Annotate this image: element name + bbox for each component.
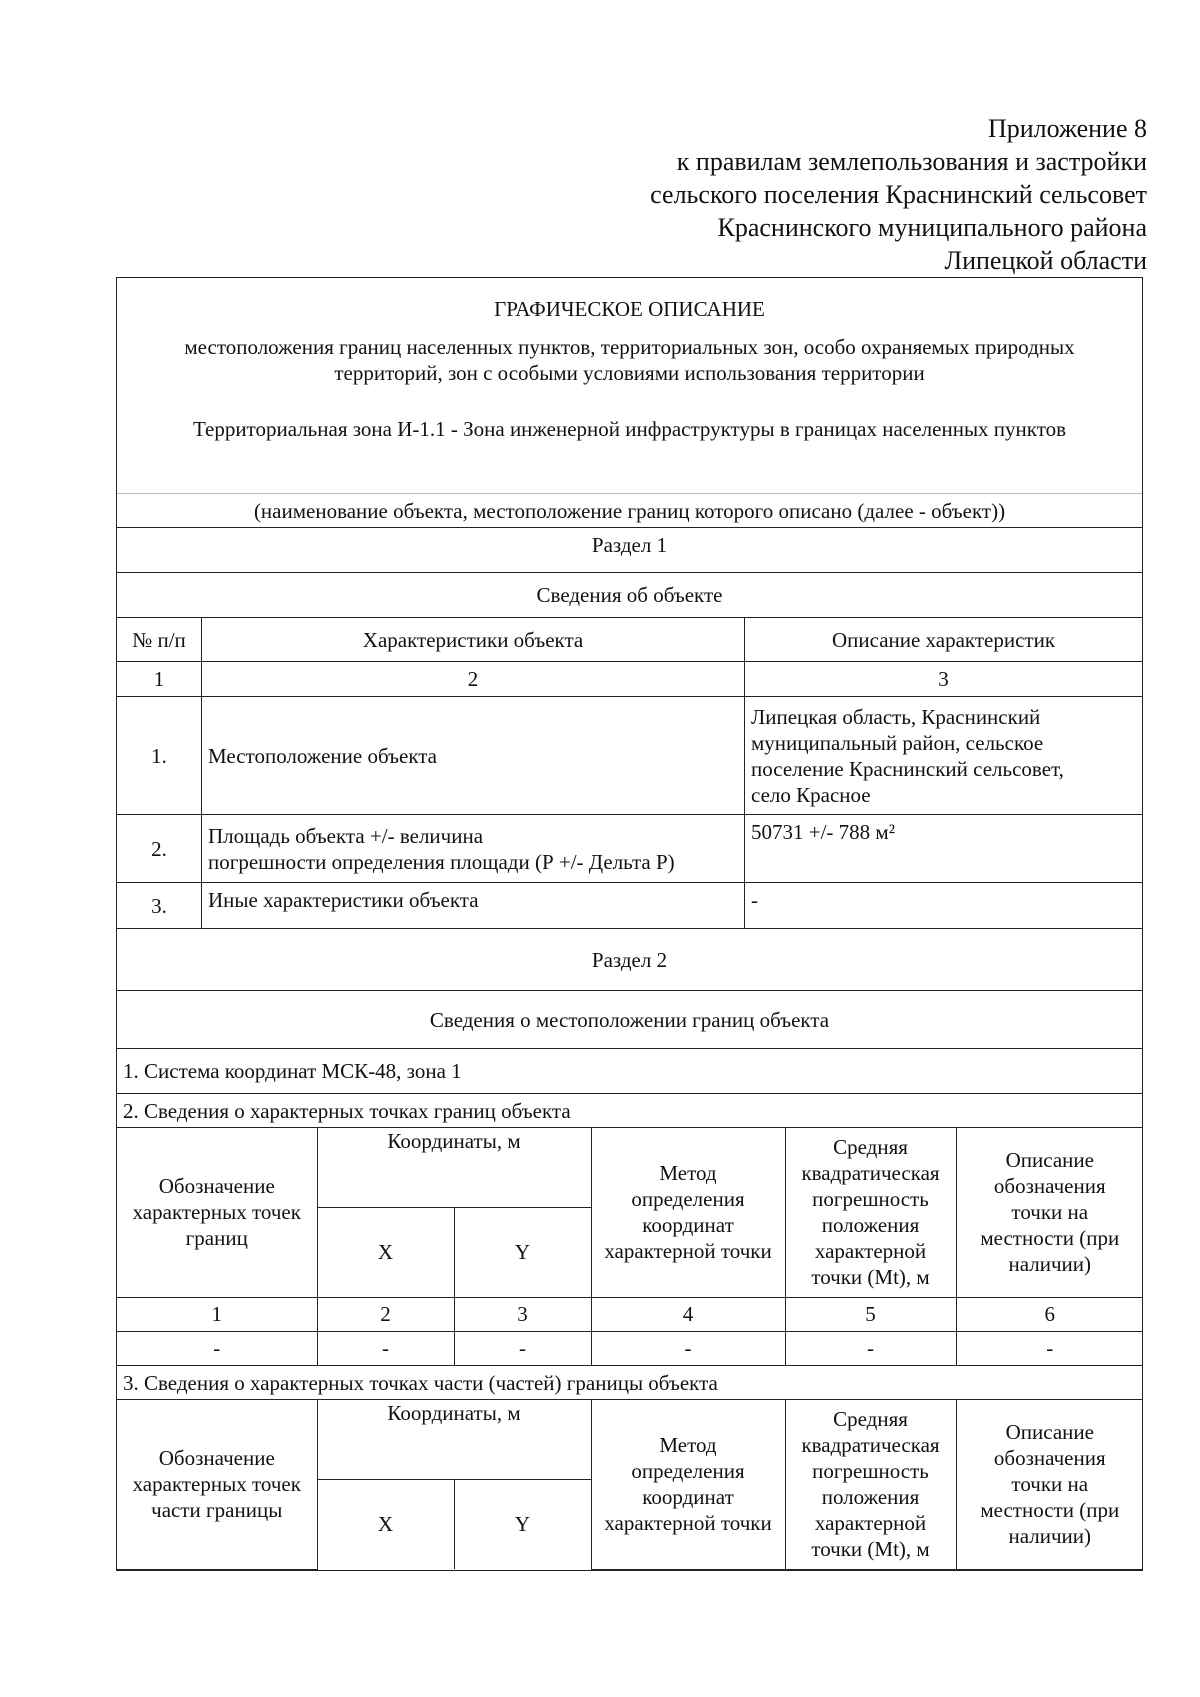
- name-line: погрешности определения площади (Р +/- Дельта Р): [208, 849, 675, 874]
- section1-numbering-row: [117, 662, 1143, 697]
- parts-col-location-desc: [956, 1400, 1143, 1569]
- points-title-row: [117, 1094, 1143, 1128]
- document-description: [123, 334, 1136, 386]
- header-line: погрешность: [812, 1187, 929, 1212]
- col-header-number: № п/п: [117, 618, 202, 662]
- col-number: 2: [202, 662, 745, 697]
- name-line: Площадь объекта +/- величина: [208, 823, 484, 848]
- points-col-error: [785, 1128, 956, 1297]
- header-line: границ: [185, 1226, 248, 1251]
- header-line: к правилам землепользования и застройки: [676, 147, 1147, 176]
- row-name: [202, 815, 745, 883]
- header-line: определения: [631, 1459, 745, 1484]
- header-line: характерной точки: [604, 1511, 772, 1536]
- points-col-coords: Координаты, м: [317, 1128, 591, 1207]
- object-caption: (наименование объекта, местоположение границ которого описано (далее - объект)): [117, 494, 1143, 528]
- document-title: ГРАФИЧЕСКОЕ ОПИСАНИЕ: [494, 297, 765, 321]
- col-number: 6: [956, 1297, 1143, 1331]
- header-line: обозначения: [993, 1446, 1106, 1471]
- points-title: 2. Сведения о характерных точках границ объекта: [117, 1094, 1143, 1128]
- col-header-characteristic: Характеристики объекта: [202, 618, 745, 662]
- title-block: [117, 278, 1143, 494]
- col-number: 5: [785, 1297, 956, 1331]
- header-line: квадратическая: [801, 1433, 940, 1458]
- header-line: точки на: [1011, 1472, 1089, 1497]
- header-line: Средняя: [833, 1135, 908, 1160]
- col-header-description: Описание характеристик: [745, 618, 1143, 662]
- description-line: территорий, зон с особыми условиями использования территории: [334, 361, 925, 385]
- header-line: Средняя: [833, 1407, 908, 1432]
- header-line: характерных точек: [132, 1472, 301, 1497]
- parts-col-error: [785, 1400, 956, 1569]
- points-header-row: [117, 1128, 1143, 1207]
- col-number: 3: [745, 662, 1143, 697]
- parts-col-y: Y: [454, 1479, 591, 1569]
- row-value: 50731 +/- 788 м²: [745, 815, 1143, 883]
- header-line: определения: [631, 1187, 745, 1212]
- value-line: поселение Краснинский сельсовет,: [751, 756, 1064, 781]
- section1-title-row: [117, 528, 1143, 573]
- header-line: Метод: [659, 1433, 717, 1458]
- header-line: наличии): [1008, 1524, 1092, 1549]
- header-line: местности (при: [980, 1498, 1120, 1523]
- value-line: муниципальный район, сельское: [751, 730, 1044, 755]
- col-number: 2: [317, 1297, 454, 1331]
- parts-col-designation: [117, 1400, 317, 1569]
- point-value: -: [591, 1331, 785, 1365]
- row-value: [745, 697, 1143, 815]
- document-header: [447, 112, 1147, 277]
- header-line: Обозначение: [158, 1174, 275, 1199]
- points-col-x: X: [317, 1207, 454, 1297]
- section1-header-row: [117, 618, 1143, 662]
- value-line: Липецкая область, Краснинский: [751, 704, 1041, 729]
- row-number: 2.: [117, 815, 202, 883]
- caption-row: [117, 494, 1143, 528]
- point-value: -: [117, 1331, 317, 1365]
- points-col-method: [591, 1128, 785, 1297]
- points-table-cell: [117, 1128, 1143, 1366]
- parts-table-row: [117, 1400, 1143, 1571]
- row-number: 3.: [117, 883, 202, 929]
- description-line: местоположения границ населенных пунктов, территориальных зон, особо охраняемых природных: [184, 335, 1075, 359]
- point-value: -: [454, 1331, 591, 1365]
- header-line: координат: [642, 1485, 734, 1510]
- header-line: квадратическая: [801, 1161, 940, 1186]
- header-line: характерных точек: [132, 1200, 301, 1225]
- row-value: -: [745, 883, 1143, 929]
- zone-name: Территориальная зона И-1.1 - Зона инженерной инфраструктуры в границах населенных пунктов: [192, 417, 1067, 441]
- table-row: [117, 1331, 1143, 1365]
- point-value: -: [317, 1331, 454, 1365]
- coord-system-row: [117, 1049, 1143, 1094]
- row-name: Местоположение объекта: [202, 697, 745, 815]
- section1-title: Раздел 1: [117, 528, 1143, 573]
- header-line: наличии): [1008, 1252, 1092, 1277]
- header-line: характерной: [814, 1511, 927, 1536]
- main-form-table: [116, 277, 1143, 1571]
- header-line: положения: [821, 1485, 920, 1510]
- header-line: точки (Mt), м: [811, 1537, 930, 1562]
- header-line: Описание: [1005, 1420, 1094, 1445]
- parts-col-x: X: [317, 1479, 454, 1569]
- table-row: [117, 883, 1143, 929]
- section2-subtitle: Сведения о местоположении границ объекта: [117, 991, 1143, 1049]
- header-line: местности (при: [980, 1226, 1120, 1251]
- table-row: [117, 815, 1143, 883]
- col-number: 3: [454, 1297, 591, 1331]
- header-line: части границы: [151, 1498, 283, 1523]
- points-table-row: [117, 1128, 1143, 1366]
- header-line: координат: [642, 1213, 734, 1238]
- parts-col-method: [591, 1400, 785, 1569]
- col-number: 4: [591, 1297, 785, 1331]
- parts-header-row: [117, 1400, 1143, 1479]
- value-line: село Красное: [751, 782, 871, 807]
- parts-table-cell: [117, 1400, 1143, 1571]
- parts-title-row: [117, 1366, 1143, 1400]
- header-line: погрешность: [812, 1459, 929, 1484]
- point-value: -: [956, 1331, 1143, 1365]
- title-block-row: [117, 278, 1143, 494]
- header-line: Описание: [1005, 1148, 1094, 1173]
- header-line: Краснинского муниципального района: [717, 213, 1147, 242]
- header-line: сельского поселения Краснинский сельсовет: [650, 180, 1147, 209]
- coord-system: 1. Система координат МСК-48, зона 1: [117, 1049, 1143, 1094]
- col-number: 1: [117, 1297, 317, 1331]
- row-name: Иные характеристики объекта: [202, 883, 745, 929]
- header-line: Приложение 8: [987, 114, 1147, 143]
- header-line: Метод: [659, 1161, 717, 1186]
- table-row: [117, 697, 1143, 815]
- parts-title: 3. Сведения о характерных точках части (частей) границы объекта: [117, 1366, 1143, 1400]
- points-numbering-row: [117, 1297, 1143, 1331]
- parts-col-coords: Координаты, м: [317, 1400, 591, 1479]
- points-col-location-desc: [956, 1128, 1143, 1297]
- point-value: -: [785, 1331, 956, 1365]
- section1-subtitle-row: [117, 573, 1143, 618]
- parts-table: [117, 1400, 1143, 1570]
- section2-subtitle-row: [117, 991, 1143, 1049]
- header-line: точки на: [1011, 1200, 1089, 1225]
- points-table: [117, 1128, 1143, 1365]
- header-line: Липецкой области: [944, 246, 1147, 275]
- col-number: 1: [117, 662, 202, 697]
- points-col-y: Y: [454, 1207, 591, 1297]
- header-line: характерной точки: [604, 1239, 772, 1264]
- header-line: характерной: [814, 1239, 927, 1264]
- row-number: 1.: [117, 697, 202, 815]
- header-line: Обозначение: [158, 1446, 275, 1471]
- section1-subtitle: Сведения об объекте: [117, 573, 1143, 618]
- header-line: обозначения: [993, 1174, 1106, 1199]
- section2-title: Раздел 2: [117, 929, 1143, 991]
- header-line: точки (Mt), м: [811, 1265, 930, 1290]
- points-col-designation: [117, 1128, 317, 1297]
- section2-title-row: [117, 929, 1143, 991]
- header-line: положения: [821, 1213, 920, 1238]
